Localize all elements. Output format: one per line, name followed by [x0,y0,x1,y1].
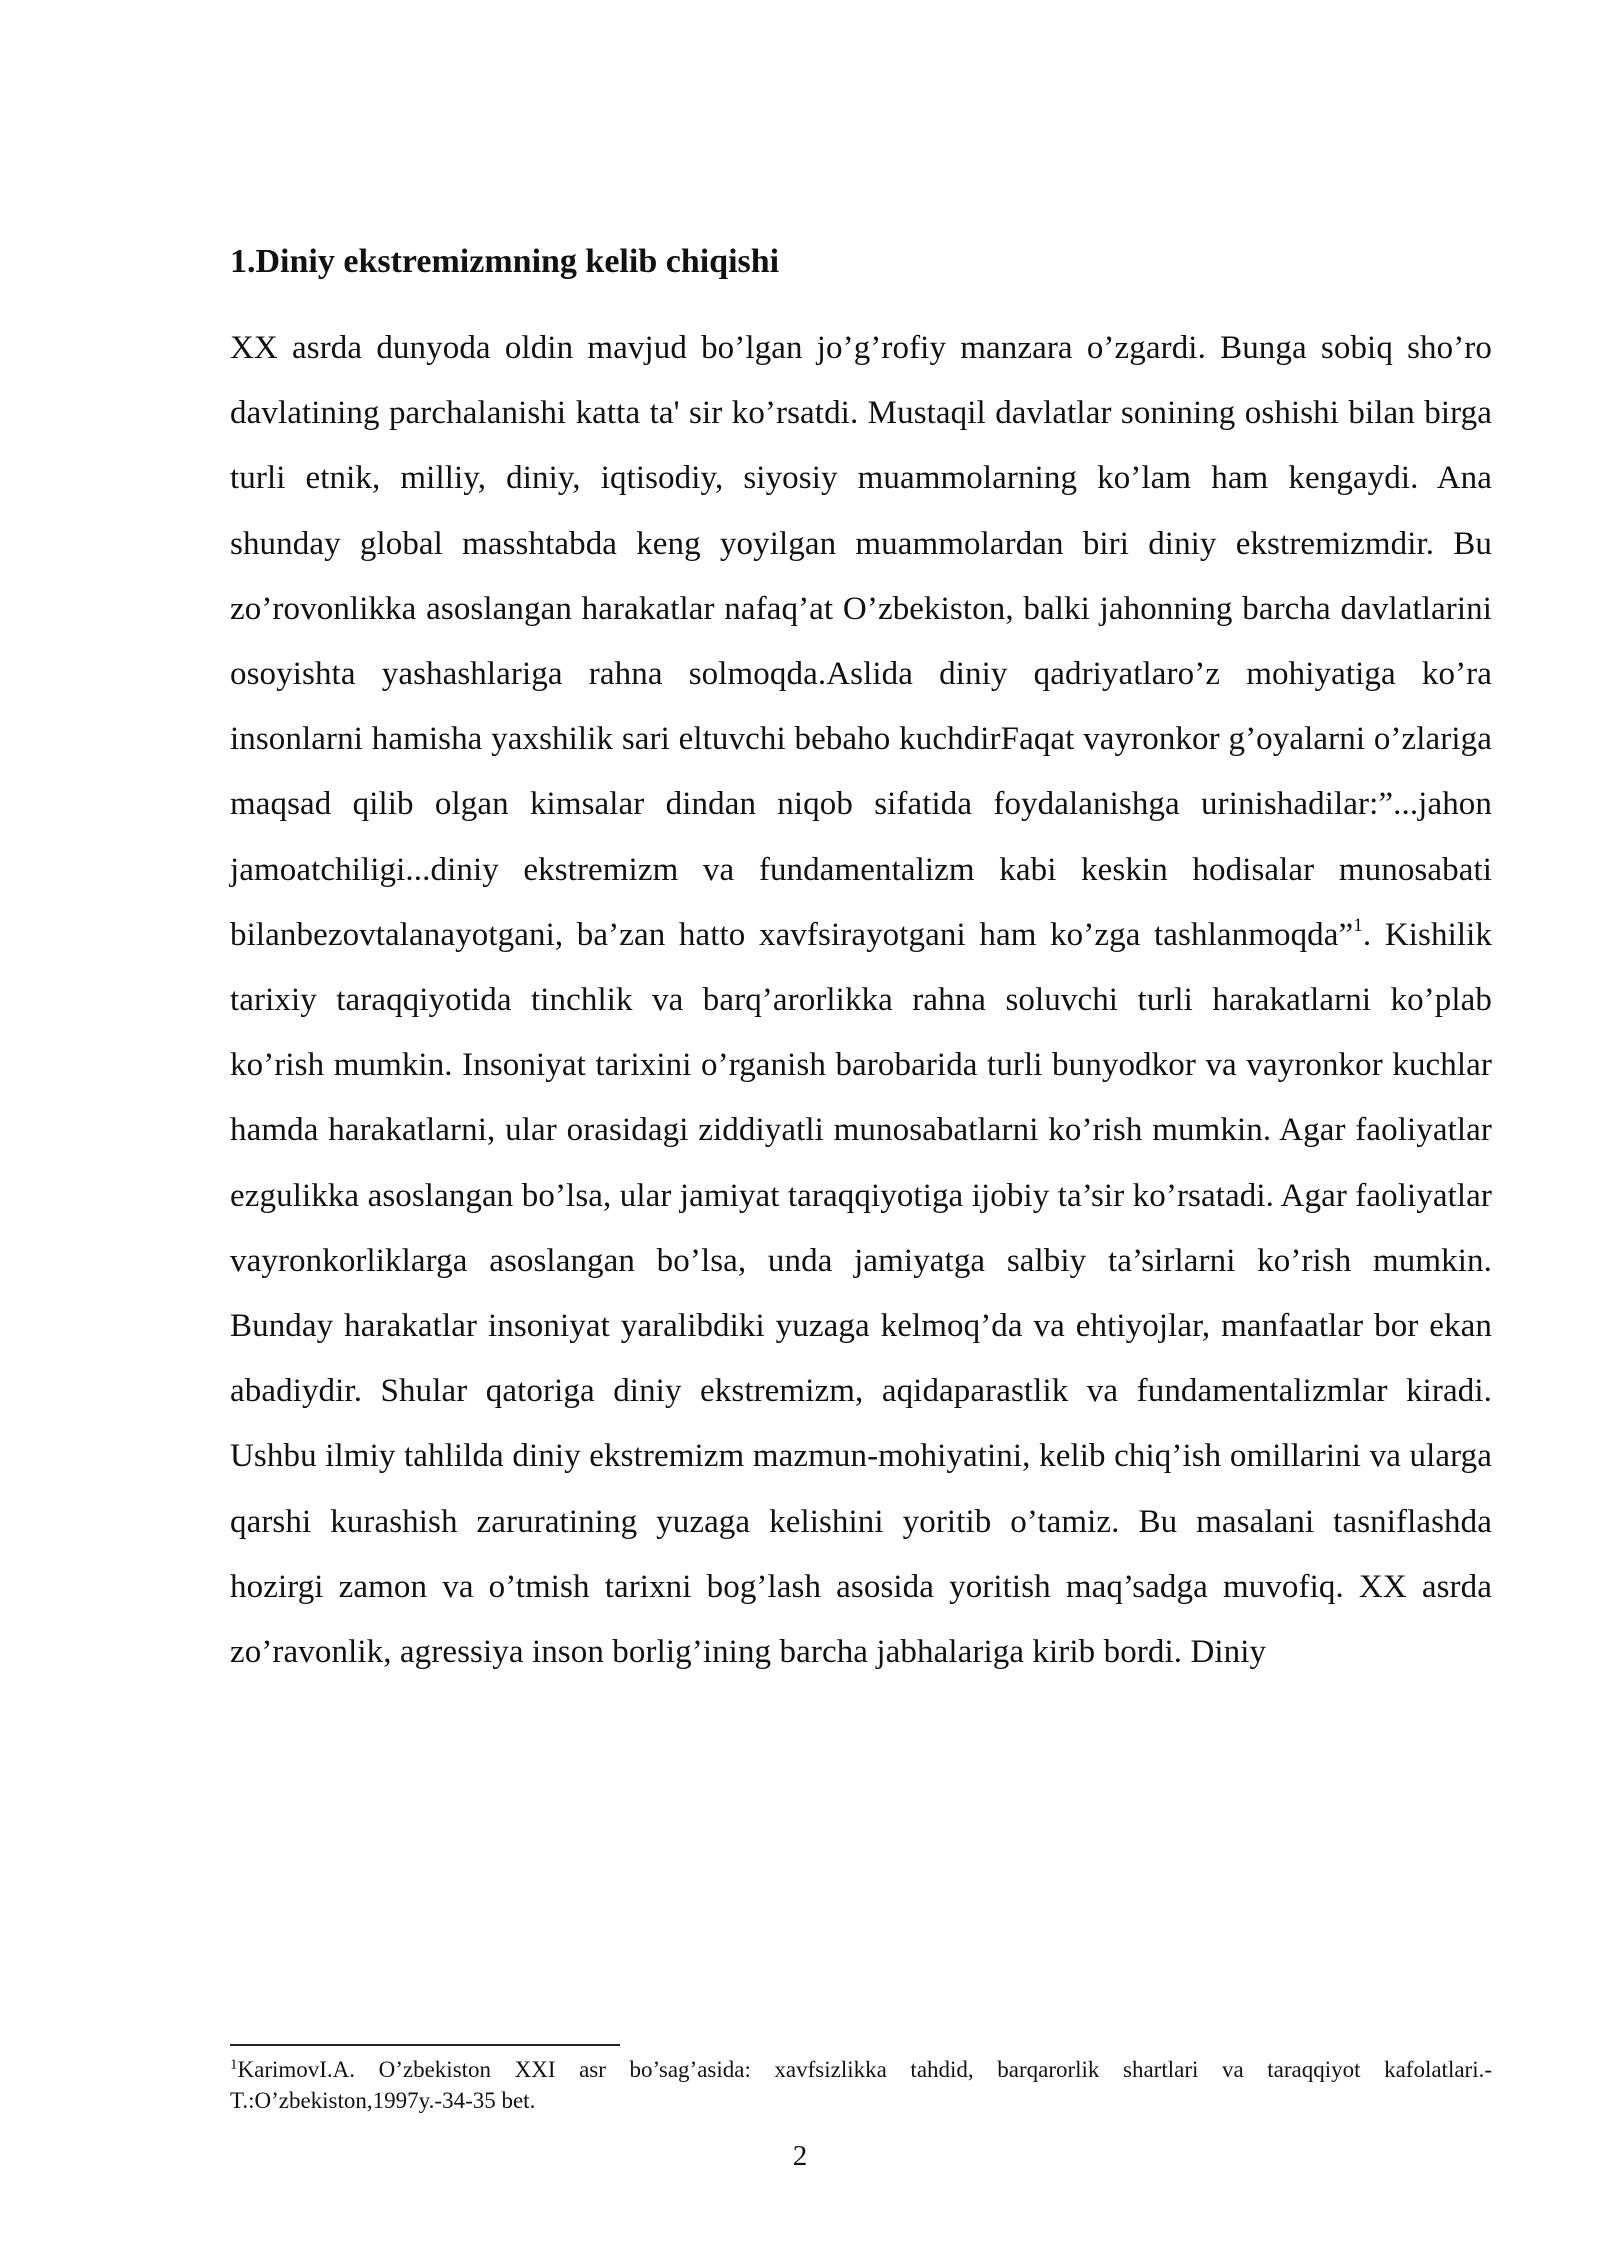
body-text-part-2: . Kishilik tarixiy taraqqiyotida tinchlik va barq’arorlikka rahna soluvchi turli harakatlarni ko’plab ko’rish mumkin. Insoniyat tarixini o’rganish barobarida turli bunyodkor va vayronkor kuchlar hamda harakatlarni, ular orasidagi ziddiyatli munosabatlarni ko’rish mumkin. Agar faoliyatlar ezgulikka asoslangan bo’lsa, ular jamiyat taraqqiyotiga ijobiy ta’sir ko’rsatadi. Agar faoliyatlar vayronkorliklarga asoslangan bo’lsa, unda jamiyatga salbiy ta’sirlarni ko’rish mumkin. Bunday harakatlar insoniyat yaralibdiki yuzaga kelmoq’da va ehtiyojlar, manfaatlar bor ekan abadiydir. Shular qatoriga diniy ekstremizm, aqidaparastlik va fundamentalizmlar kiradi. Ushbu ilmiy tahlilda diniy ekstremizm mazmun-mohiyatini, kelib chiq’ish omillarini va ularga qarshi kurashish zaruratining yuzaga kelishini yoritib o’tamiz. Bu masalani tasniflashda hozirgi zamon va o’tmish tarixni bog’lash asosida yoritish maq’sadga muvofiq. XX asrda zo’ravonlik, agressiya inson borlig’ining barcha jabhalariga kirib bordi. Diniy [230,916,1492,1671]
footnote [230,2054,1492,2116]
page-number: 2 [792,2140,808,2172]
section-heading: 1.Diniy ekstremizmning kelib chiqishi [230,243,780,280]
page-content [230,238,1492,1685]
footnote-text: KarimovI.A. O’zbekiston XXI asr bo’sag’asida: xavfsizlikka tahdid, barqarorlik shartlari va taraqqiyot kafolatlari.-T.:O’zbekiston,1997y.-34-35 bet. [230,2057,1492,2113]
footnote-separator [230,2044,620,2046]
body-text-part-1: XX asrda dunyoda oldin mavjud bo’lgan jo’g’rofiy manzara o’zgardi. Bunga sobiq sho’ro davlatining parchalanishi katta ta' sir ko’rsatdi. Mustaqil davlatlar sonining oshishi bilan birga turli etnik, milliy, diniy, iqtisodiy, siyosiy muammolarning ko’lam ham kengaydi. Ana shunday global masshtabda keng yoyilgan muammolardan biri diniy ekstremizmdir. Bu zo’rovonlikka asoslangan harakatlar nafaq’at O’zbekiston, balki jahonning barcha davlatlarini osoyishta yashashlariga rahna solmoqda.Aslida diniy qadriyatlaro’z mohiyatiga ko’ra insonlarni hamisha yaxshilik sari eltuvchi bebaho kuchdirFaqat vayronkor g’oyalarni o’zlariga maqsad qilib olgan kimsalar dindan niqob sifatida foydalanishga urinishadilar:”...jahon jamoatchiligi...diniy ekstremizm va fundamentalizm kabi keskin hodisalar munosabati bilanbezovtalanayotgani, ba’zan hatto xavfsirayotgani ham ko’zga tashlanmoqda” [230,330,1492,953]
footnote-reference[interactable]: 1 [1353,914,1363,936]
body-paragraph [230,316,1492,1685]
footnote-marker: 1 [230,2057,238,2073]
